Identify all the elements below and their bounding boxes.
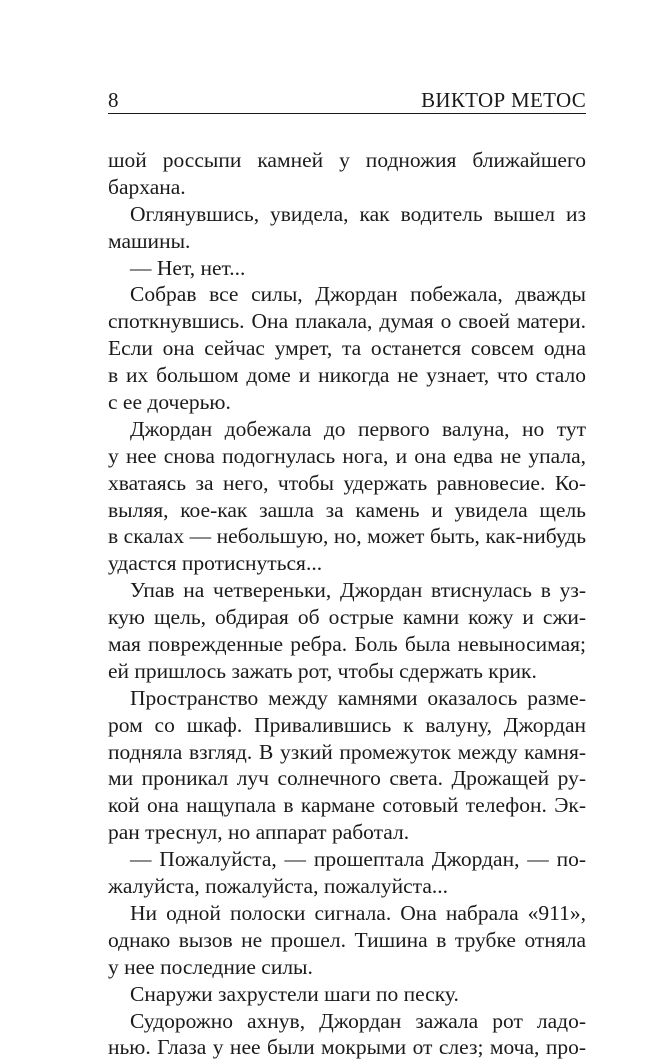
text-line: кую щель, обдирая об острые камни кожу и сжи- [108,605,586,630]
text-line: Оглянувшись, увидела, как водитель вышел из [130,201,586,226]
text-line: в их большом доме и никогда не узнает, что стало [108,363,586,388]
text-line: Джордан добежала до первого валуна, но тут [130,416,586,441]
text-line: ран треснул, но аппарат работал. [108,820,410,845]
book-page [108,88,586,1061]
text-line: машины. [108,228,191,253]
text-line: Если она сейчас умрет, та останется совсем одна [108,336,586,361]
text-line: у нее последние силы. [108,954,313,979]
text-line: выляя, кое-как зашла за камень и увидела щель [108,497,586,522]
text-line: — Нет, нет... [130,255,246,280]
text-line: Ни одной полоски сигнала. Она набрала «911», [130,900,586,925]
text-line: ром со шкаф. Привалившись к валуну, Джордан [108,712,586,737]
text-line: Снаружи захрустели шаги по песку. [130,981,459,1006]
text-line: нью. Глаза у нее были мокрыми от слез; моча, про- [108,1035,586,1060]
text-line: Упав на четвереньки, Джордан втиснулась в уз- [130,578,586,603]
text-line: Пространство между камнями оказалось разме- [130,685,586,710]
text-line: у нее снова подогнулась нога, и она едва не упала, [108,443,586,468]
text-line: — Пожалуйста, — прошептала Джордан, — по- [130,847,586,872]
text-line: жалуйста, пожалуйста, пожалуйста... [108,874,449,899]
author-name: ВИКТОР МЕТОС [421,88,586,112]
page-number: 8 [108,88,119,112]
running-head [108,88,586,114]
text-line: споткнувшись. Она плакала, думая о своей матери. [108,309,586,334]
text-line: удастся протиснуться... [108,551,323,576]
text-line: ей пришлось зажать рот, чтобы сдержать крик. [108,658,537,683]
text-line: с ее дочерью. [108,390,231,415]
text-line: Собрав все силы, Джордан побежала, дважды [130,282,586,307]
text-line: однако вызов не прошел. Тишина в трубке отняла [108,927,586,952]
text-line: мая поврежденные ребра. Боль была невыносимая; [108,632,586,657]
text-line: хватаясь за него, чтобы удержать равновесие. Ко- [108,470,586,495]
text-line: подняла взгляд. В узкий промежуток между камня- [108,739,586,764]
text-line: шой россыпи камней у подножия ближайшего [108,148,586,172]
text-line: ми проникал луч солнечного света. Дрожащей ру- [108,766,586,791]
text-line: в скалах — небольшую, но, может быть, как-нибудь [108,524,586,549]
text-line: бархана. [108,174,186,199]
text-line: кой она нащупала в кармане сотовый телефон. Эк- [108,793,586,818]
text-line: Судорожно ахнув, Джордан зажала рот ладо- [130,1008,586,1033]
body-text [108,147,586,1061]
